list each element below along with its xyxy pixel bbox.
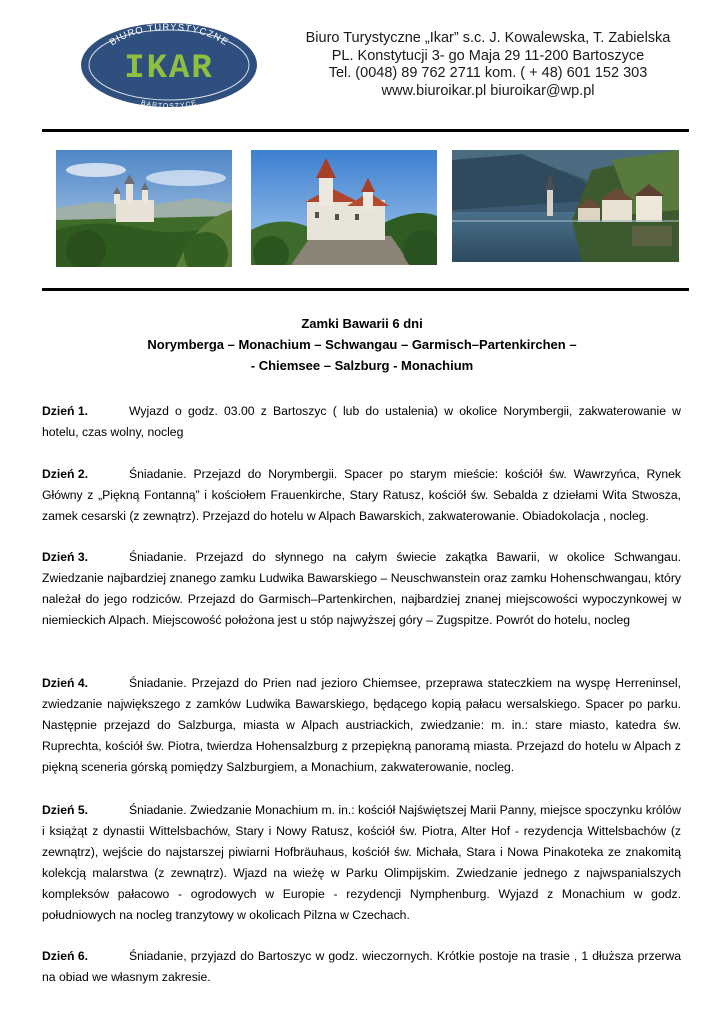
day-label: Dzień 4. [42,676,89,690]
itinerary-day-2 [42,464,681,527]
day-label: Dzień 2. [42,467,89,481]
logo-city: BARTOSZYCE [140,99,198,108]
photos-divider [42,288,689,291]
day-label: Dzień 1. [42,404,89,418]
photo-neuschwanstein [56,150,232,267]
day-description: Śniadanie. Zwiedzanie Monachium m. in.: kościół Najświętszej Marii Panny, miejsce spoczynku królów i książąt z dynastii Wittelsbachów, Stary i Nowy Ratusz, kościół św. Piotra, Alter Hof - rezydencja Wittelsbachów (z zewnątrz), wejście do najstarszej piwiarni Hofbräuhaus, kościół św. Michała, Stara i Nowa Pinakoteka ze znakomitą kolekcją malarstwa (z zewnątrz). Wjazd na wieżę w Parku Olimpijskim. Zwiedzanie jednego z najwspanialszych kompleksów pałacowo - ogrodowych w Europie - rezydencji Nymphenburg. Wyjazd z Monachium w godz. południowych na nocleg tranzytowy w okolicach Pilzna w Czechach. [42,803,681,922]
company-name: Biuro Turystyczne „Ikar” s.c. J. Kowalewska, T. Zabielska [305,30,671,46]
itinerary-day-3 [42,547,681,631]
trip-title: Zamki Bawarii 6 dni [301,316,423,331]
day-label: Dzień 6. [42,949,89,963]
trip-route-line-1: Norymberga – Monachium – Schwangau – Garmisch–Partenkirchen – [147,337,577,352]
photo-bran-castle [251,150,437,265]
photo-hallstatt [452,150,679,262]
itinerary-day-4 [42,673,681,778]
company-address: PL. Konstytucji 3- go Maja 29 11-200 Bartoszyce [331,47,645,64]
day-description: Śniadanie. Przejazd do Norymbergii. Spacer po starym mieście: kościół św. Wawrzyńca, Rynek Główny z „Piękną Fontanną” i kościołem Frauenkirche, Stary Ratusz, kościół św. Sebalda z dziełami Wita Stwosza, zamek cesarski (z zewnątrz). Przejazd do hotelu w Alpach Bawarskich, zakwaterowanie. Obiadokolacja , nocleg. [42,467,681,523]
itinerary-day-6 [42,946,681,988]
company-web-email: www.biuroikar.pl biuroikar@wp.pl [381,82,595,99]
header-divider [42,129,689,132]
logo-arc-text: BIURO TURYSTYCZNE [107,22,231,49]
trip-route-line-2: - Chiemsee – Salzburg - Monachium [250,358,474,373]
itinerary-day-5 [42,800,681,926]
day-description: Wyjazd o godz. 03.00 z Bartoszyc ( lub do ustalenia) w okolice Norymbergii, zakwaterowanie w hotelu, czas wolny, nocleg [42,404,681,439]
company-header [268,30,708,100]
day-description: Śniadanie. Przejazd do słynnego na całym świecie zakątka Bawarii, w okolice Schwangau. Zwiedzanie najbardziej znanego zamku Ludwika Bawarskiego – Neuschwanstein oraz zamku Hohenschwangau, który należał do jego rodziców. Przejazd do Garmisch–Partenkirchen, najbardziej znanej miejscowości wypoczynkowej w niemieckich Alpach. Miejscowość położona jest u stóp najwyższej góry – Zugspitze. Powrót do hotelu, nocleg [42,550,681,627]
company-logo [80,22,258,108]
company-phone: Tel. (0048) 89 762 2711 kom. ( + 48) 601 152 303 [328,65,648,81]
day-description: Śniadanie. Przejazd do Prien nad jezioro Chiemsee, przeprawa stateczkiem na wyspę Herreninsel, zwiedzanie największego z zamków Ludwika Bawarskiego, będącego kopią pałacu wersalskiego. Spacer po parku. Następnie przejazd do Salzburga, miasta w Alpach austriackich, zwiedzanie: m. in.: stare miasto, katedra św. Ruprechta, kościół św. Piotra, twierdza Hohensalzburg z przepiękną panoramą miasta. Przejazd do hotelu w Alpach z piękną sceneria górską pomiędzy Salzburgiem, a Monachium, zakwaterowanie, nocleg. [42,676,681,774]
trip-title-block [42,313,682,376]
day-label: Dzień 5. [42,803,89,817]
itinerary-day-1 [42,401,681,443]
logo-name: IKAR [124,50,214,88]
day-description: Śniadanie, przyjazd do Bartoszyc w godz. wieczornych. Krótkie postoje na trasie , 1 dłuższa przerwa na obiad we własnym zakresie. [42,949,681,984]
day-label: Dzień 3. [42,550,89,564]
